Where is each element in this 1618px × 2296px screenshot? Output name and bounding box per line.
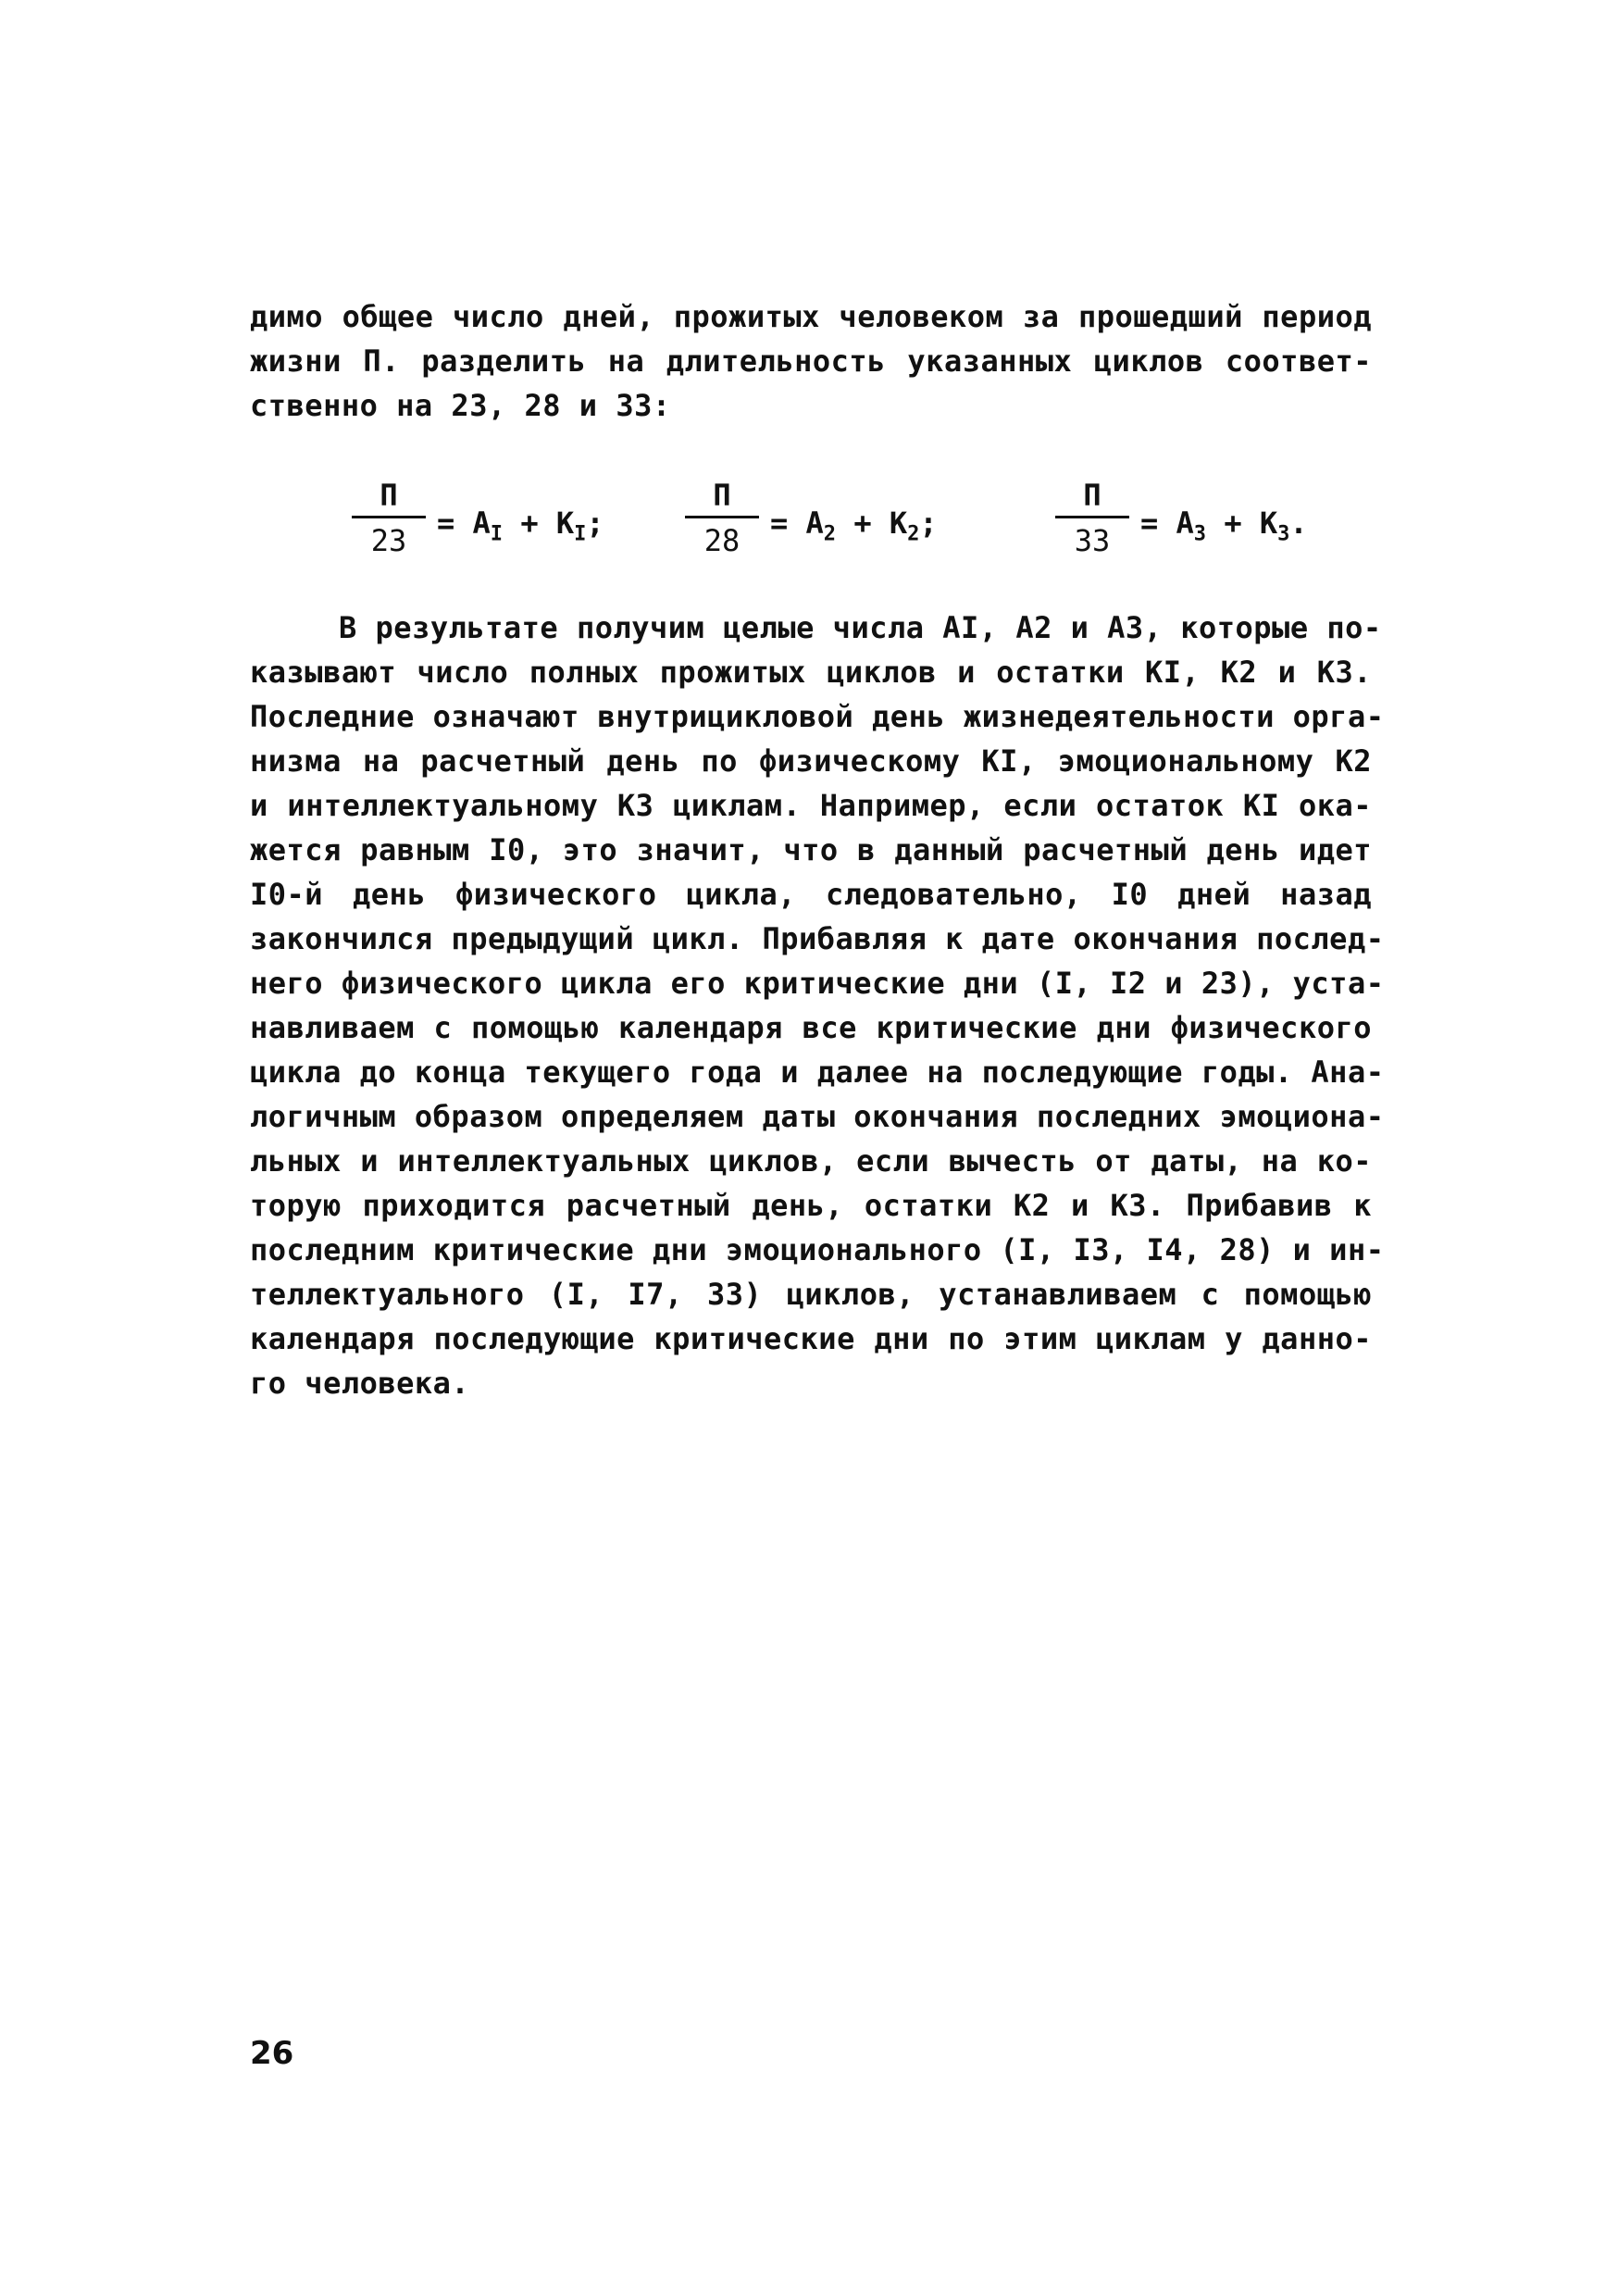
formula-row [352, 463, 1379, 574]
denominator: 28 [703, 522, 741, 558]
body-line: и интеллектуальному K3 циклам. Например, если остаток KI ока- [250, 788, 1372, 823]
body-line: льных и интеллектуальных циклов, если вычесть от даты, на ко- [250, 1143, 1372, 1179]
fraction [1055, 475, 1129, 563]
formula-rhs: = $A_I + K_I$; [437, 505, 604, 546]
body-line: го человека. [250, 1366, 470, 1401]
intro-paragraph [250, 294, 1372, 428]
page-number: 26 [250, 2035, 294, 2072]
body-line: Последние означают внутрициклoвой день жизнедеятельности орга- [250, 699, 1385, 734]
body-line: закончился предыдущий цикл. Прибавляя к дате окончания послед- [250, 921, 1385, 956]
body-line: теллектуального (I, I7, 33) циклов, устанавливаем с помощью [250, 1277, 1372, 1312]
denominator: 33 [1074, 522, 1111, 558]
body-line: низма на расчетный день по физическому KI, эмоциональному K2 [250, 743, 1372, 779]
formula-23 [352, 463, 604, 574]
fraction [352, 475, 426, 563]
numerator: П [380, 477, 398, 513]
formula-33 [1055, 463, 1308, 574]
body-line: цикла до конца текущего года и далее на последующие годы. Ана- [250, 1054, 1385, 1090]
fraction [685, 475, 759, 563]
body-line: последним критические дни эмоционального (I, I3, I4, 28) и ин- [250, 1232, 1385, 1267]
main-paragraph [250, 605, 1385, 1405]
formula-rhs: = $A_3 + K_3$. [1140, 505, 1308, 546]
body-line: В результате получим целые числа AI, A2 и A3, которые по- [339, 610, 1382, 645]
numerator: П [713, 477, 731, 513]
formula-rhs: = $A_2 + K_2$; [770, 505, 938, 546]
body-line: I0-й день физического цикла, следовательно, I0 дней назад [250, 877, 1372, 912]
body-line: календаря последующие критические дни по этим циклам у данно- [250, 1321, 1372, 1356]
body-line: навливаем с помощью календаря все критические дни физического [250, 1010, 1372, 1045]
body-line: торую приходится расчетный день, остатки K2 и K3. Прибавив к [250, 1188, 1372, 1223]
formula-28 [685, 463, 938, 574]
body-line: казывают число полных прожитых циклов и остатки KI, K2 и K3. [250, 655, 1372, 690]
numerator: П [1083, 477, 1101, 513]
intro-line: жизни П. разделить на длительность указанных циклов соответ- [250, 343, 1372, 379]
body-line: логичным образом определяем даты окончания последних эмоциона- [250, 1099, 1385, 1134]
body-line: него физического цикла его критические дни (I, I2 и 23), уста- [250, 966, 1385, 1001]
intro-line: ственно на 23, 28 и 33: [250, 388, 671, 423]
denominator: 23 [370, 522, 407, 558]
intro-line: димо общее число дней, прожитых человеком за прошедший период [250, 299, 1372, 334]
body-line: жется равным I0, это значит, что в данный расчетный день идет [250, 832, 1372, 867]
